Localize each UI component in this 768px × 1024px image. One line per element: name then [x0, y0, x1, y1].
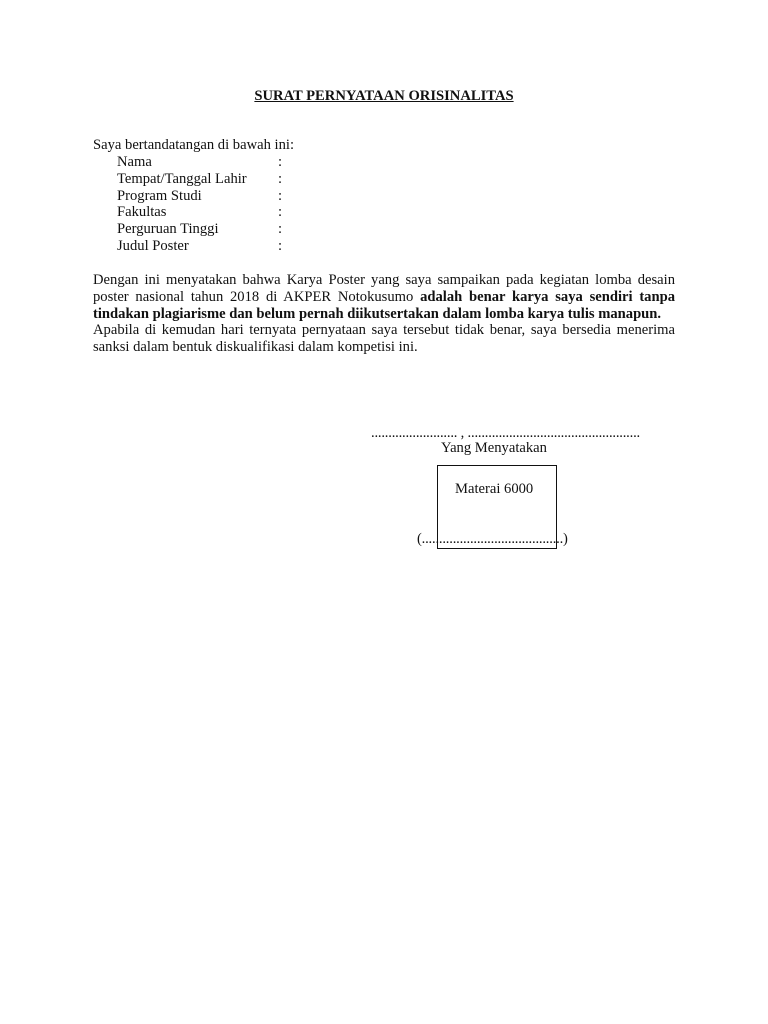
statement-text: Dengan ini menyatakan bahwa Karya Poster yang saya sampaikan pada kegiatan lomba desain poster nasional tahun 2018 di AKPER Notokusumo: [93, 272, 675, 305]
field-label: Perguruan Tinggi: [117, 221, 219, 238]
field-row-fakultas: [117, 204, 417, 221]
field-row-perguruan-tinggi: [117, 221, 417, 238]
document-title: SURAT PERNYATAAN ORISINALITAS: [254, 88, 514, 104]
field-separator: :: [278, 221, 283, 238]
field-separator: :: [278, 204, 283, 221]
field-label: Judul Poster: [117, 237, 189, 254]
consequence-paragraph: Apabila di kemudan hari ternyata pernyataan saya tersebut tidak benar, saya bersedia menerima sanksi dalam bentuk diskualifikasi dalam kompetisi ini.: [93, 322, 675, 356]
field-separator: :: [278, 187, 283, 204]
signature-name-line: (.........................................): [417, 531, 568, 547]
statement-bold-text: adalah benar karya saya sendiri tanpa tindakan plagiarisme dan belum pernah diikutsertakan dalam lomba karya tulis manapun.: [93, 288, 675, 322]
field-label: Fakultas: [117, 204, 167, 221]
stamp-label: Materai 6000: [455, 481, 534, 497]
declarant-label: Yang Menyatakan: [441, 440, 547, 456]
field-row-nama: [117, 154, 417, 171]
identity-fields: [117, 154, 417, 255]
field-row-tempat-tanggal-lahir: [117, 171, 417, 188]
field-separator: :: [278, 154, 283, 170]
field-row-program-studi: [117, 188, 417, 205]
field-label: Nama: [117, 154, 152, 170]
intro-text: Saya bertandatangan di bawah ini:: [93, 137, 294, 153]
statement-body: [93, 272, 675, 356]
place-date-line: ......................... , ..................................................: [371, 425, 640, 441]
field-row-judul-poster: [117, 238, 417, 255]
field-separator: :: [278, 170, 283, 187]
field-separator: :: [278, 237, 283, 254]
statement-paragraph: [93, 272, 675, 322]
field-label: Program Studi: [117, 187, 202, 204]
field-label: Tempat/Tanggal Lahir: [117, 170, 247, 187]
